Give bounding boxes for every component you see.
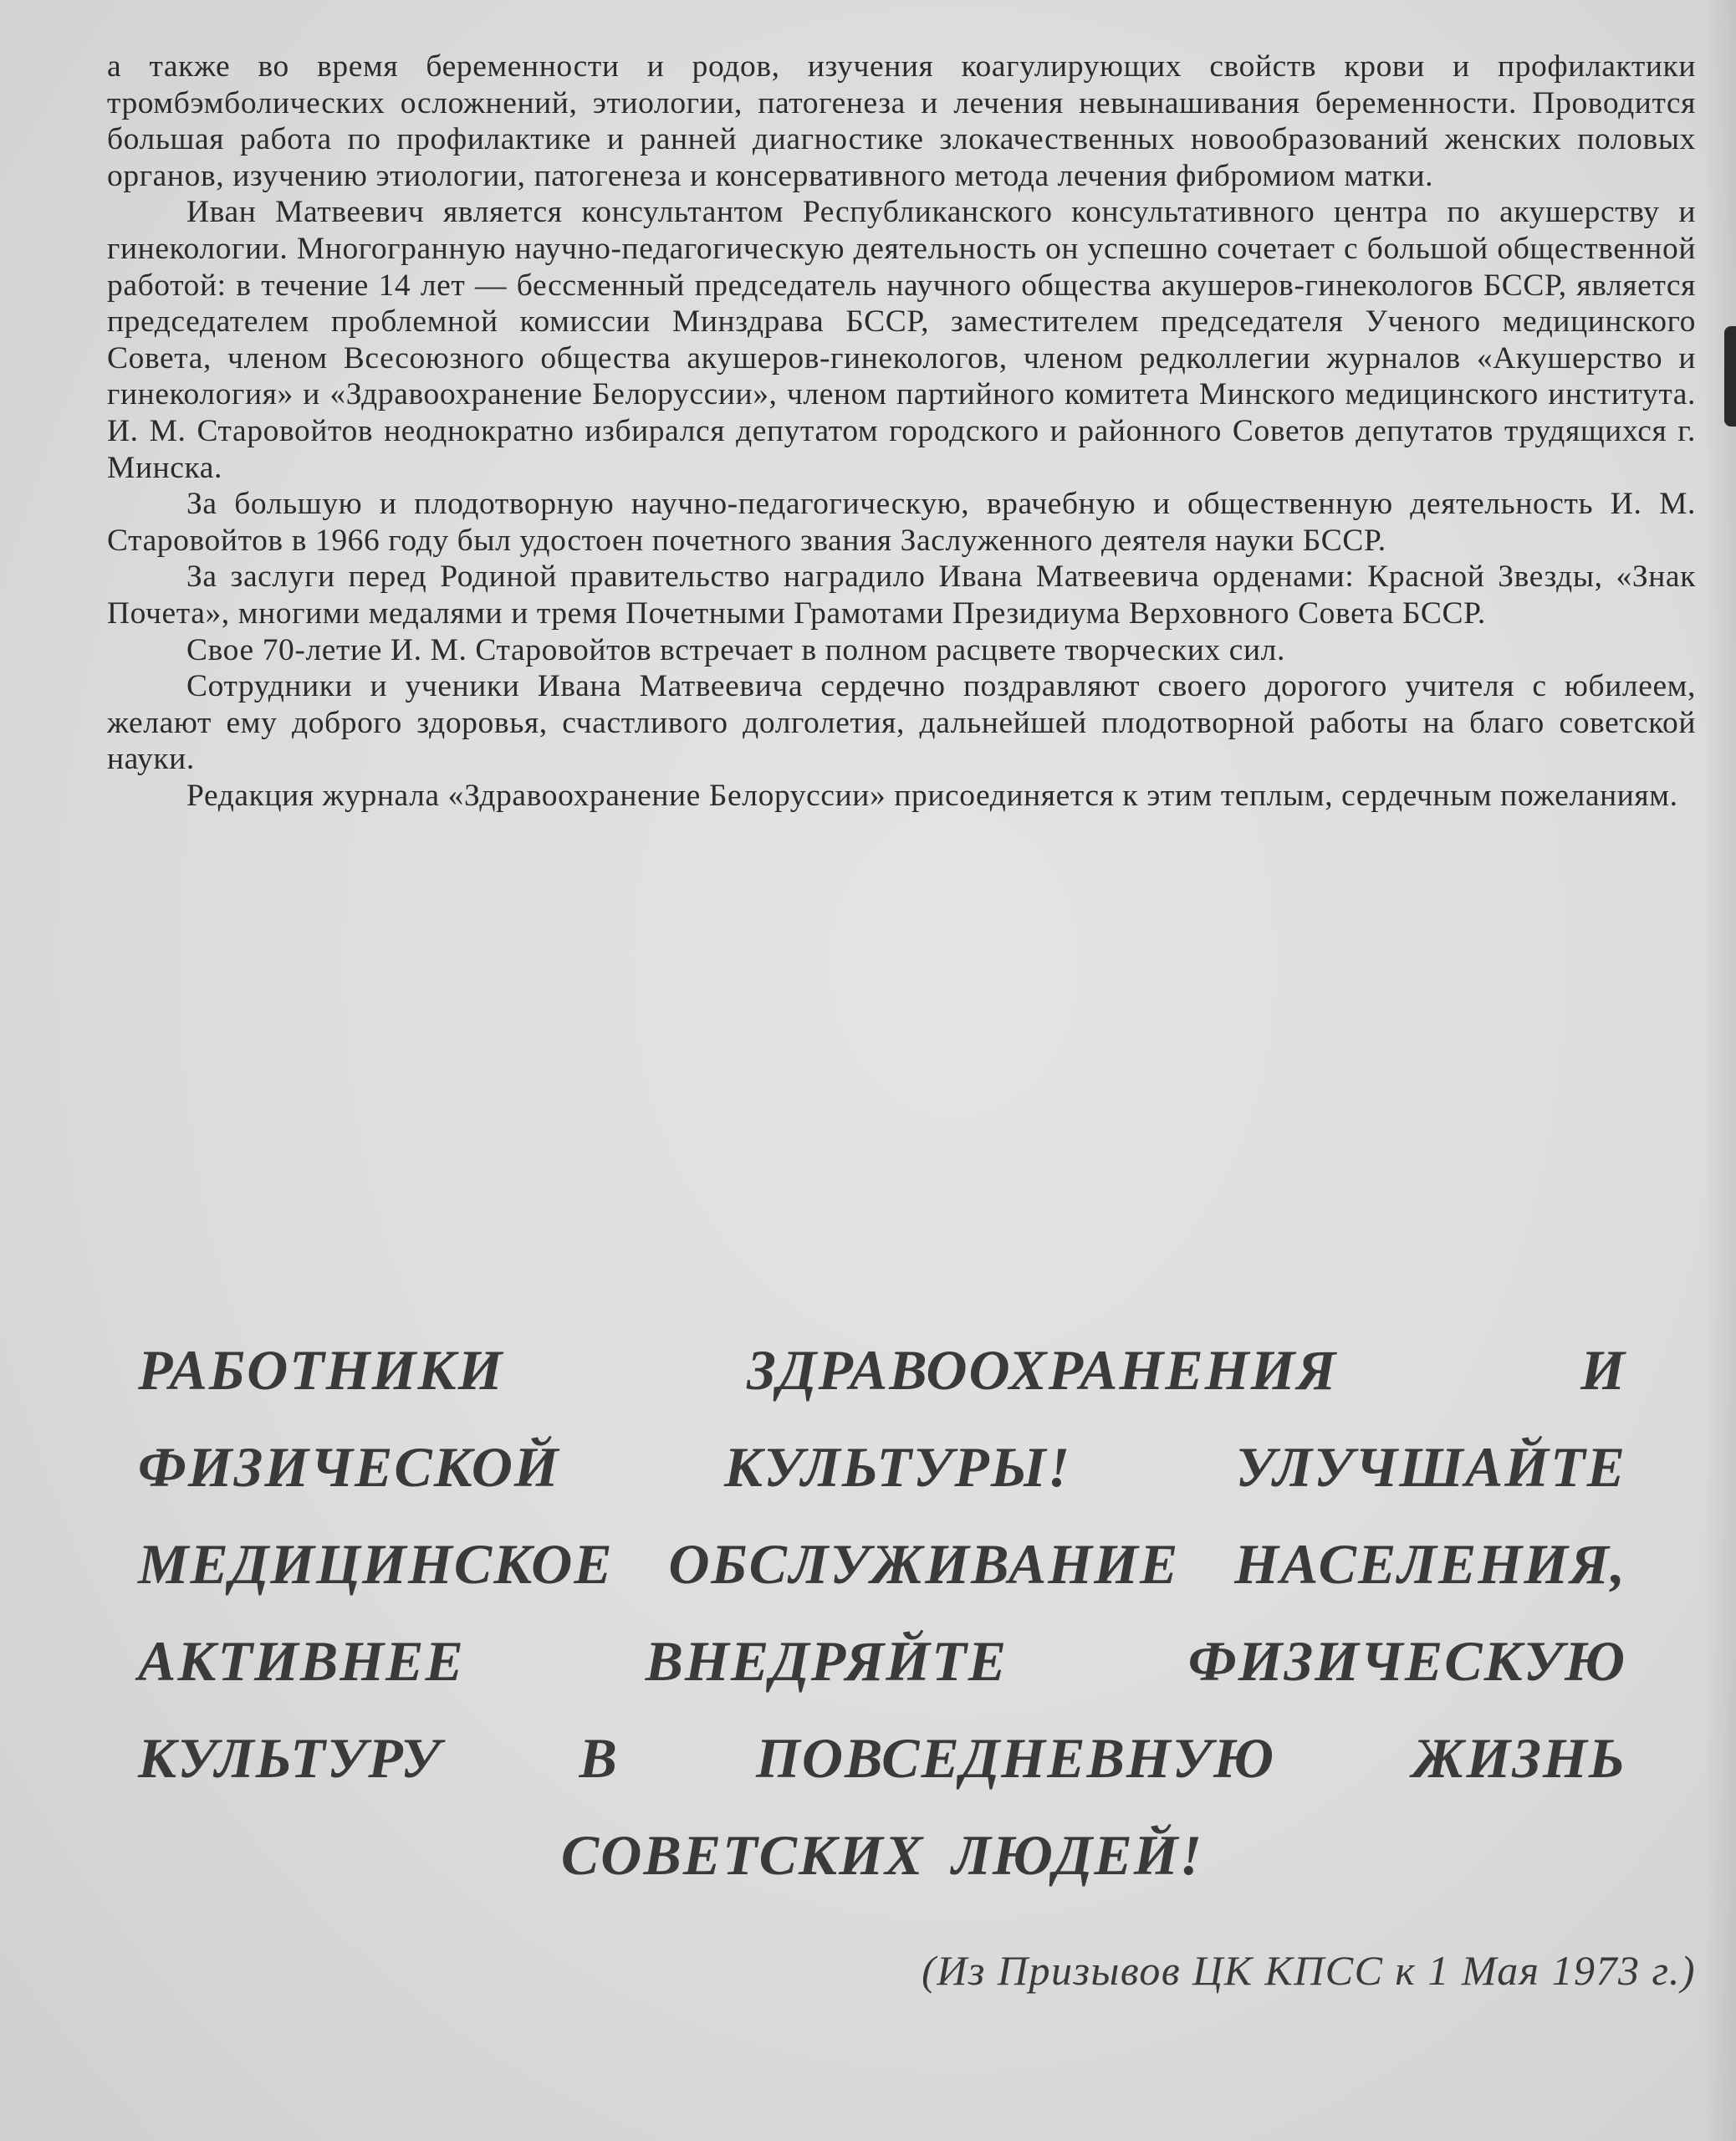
article-paragraph: За заслуги перед Родиной правительство наградило Ивана Матвеевича орденами: Красной Звезды, «Знак Почета», многими медалями и тремя Почетными Грамотами Президиума Верховного Совета БССР. <box>107 560 1696 631</box>
slogan-heading: РАБОТНИКИ ЗДРАВООХРАНЕНИЯ И ФИЗИЧЕСКОЙ КУЛЬТУРЫ! УЛУЧШАЙТЕ МЕДИЦИНСКОЕ ОБСЛУЖИВАНИЕ НАСЕЛЕНИЯ, АКТИВНЕЕ ВНЕДРЯЙТЕ ФИЗИЧЕСКУЮ КУЛЬТУРУ В ПОВСЕДНЕВНУЮ ЖИЗНЬ СОВЕТСКИХ ЛЮДЕЙ! <box>138 1338 1626 1887</box>
slogan-source: (Из Призывов ЦК КПСС к 1 Мая 1973 г.) <box>922 1947 1696 1994</box>
article-body <box>107 49 1696 814</box>
article-paragraph: а также во время беременности и родов, изучения коагулирующих свойств крови и профилактики тромбэмболических осложнений, этиологии, патогенеза и лечения невынашивания беременности. Проводится большая работа по профилактике и ранней диагностике злокачественных новообразований женских половых органов, изучению этиологии, патогенеза и консервативного метода лечения фибромиом матки. <box>107 49 1696 193</box>
article-paragraph: Иван Матвеевич является консультантом Республиканского консультативного центра по акушерству и гинекологии. Многогранную научно-педагогическую деятельность он успешно сочетает с большой общественной работой: в течение 14 лет — бессменный председатель научного общества акушеров-гинекологов БССР, является председателем проблемной комиссии Минздрава БССР, заместителем председателя Ученого медицинского Совета, членом Всесоюзного общества акушеров-гинекологов, членом редколлегии журналов «Акушерство и гинекология» и «Здравоохранение Белоруссии», членом партийного комитета Минского медицинского института. И. М. Старовойтов неоднократно избирался депутатом городского и районного Советов депутатов трудящихся г. Минска. <box>107 195 1696 485</box>
article-paragraph: Редакция журнала «Здравоохранение Белоруссии» присоединяется к этим теплым, сердечным пожеланиям. <box>186 778 1678 813</box>
article-paragraph: Свое 70-летие И. М. Старовойтов встречает в полном расцвете творческих сил. <box>186 632 1285 667</box>
page-edge-shadow <box>1703 0 1736 2141</box>
page-edge-notch <box>1724 326 1736 427</box>
article-paragraph: Сотрудники и ученики Ивана Матвеевича сердечно поздравляют своего дорогого учителя с юбилеем, желают ему доброго здоровья, счастливого долголетия, дальнейшей плодотворной работы на благо советской науки. <box>107 669 1696 777</box>
article-paragraph: За большую и плодотворную научно-педагогическую, врачебную и общественную деятельность И. М. Старовойтов в 1966 году был удостоен почетного звания Заслуженного деятеля науки БССР. <box>107 487 1696 558</box>
